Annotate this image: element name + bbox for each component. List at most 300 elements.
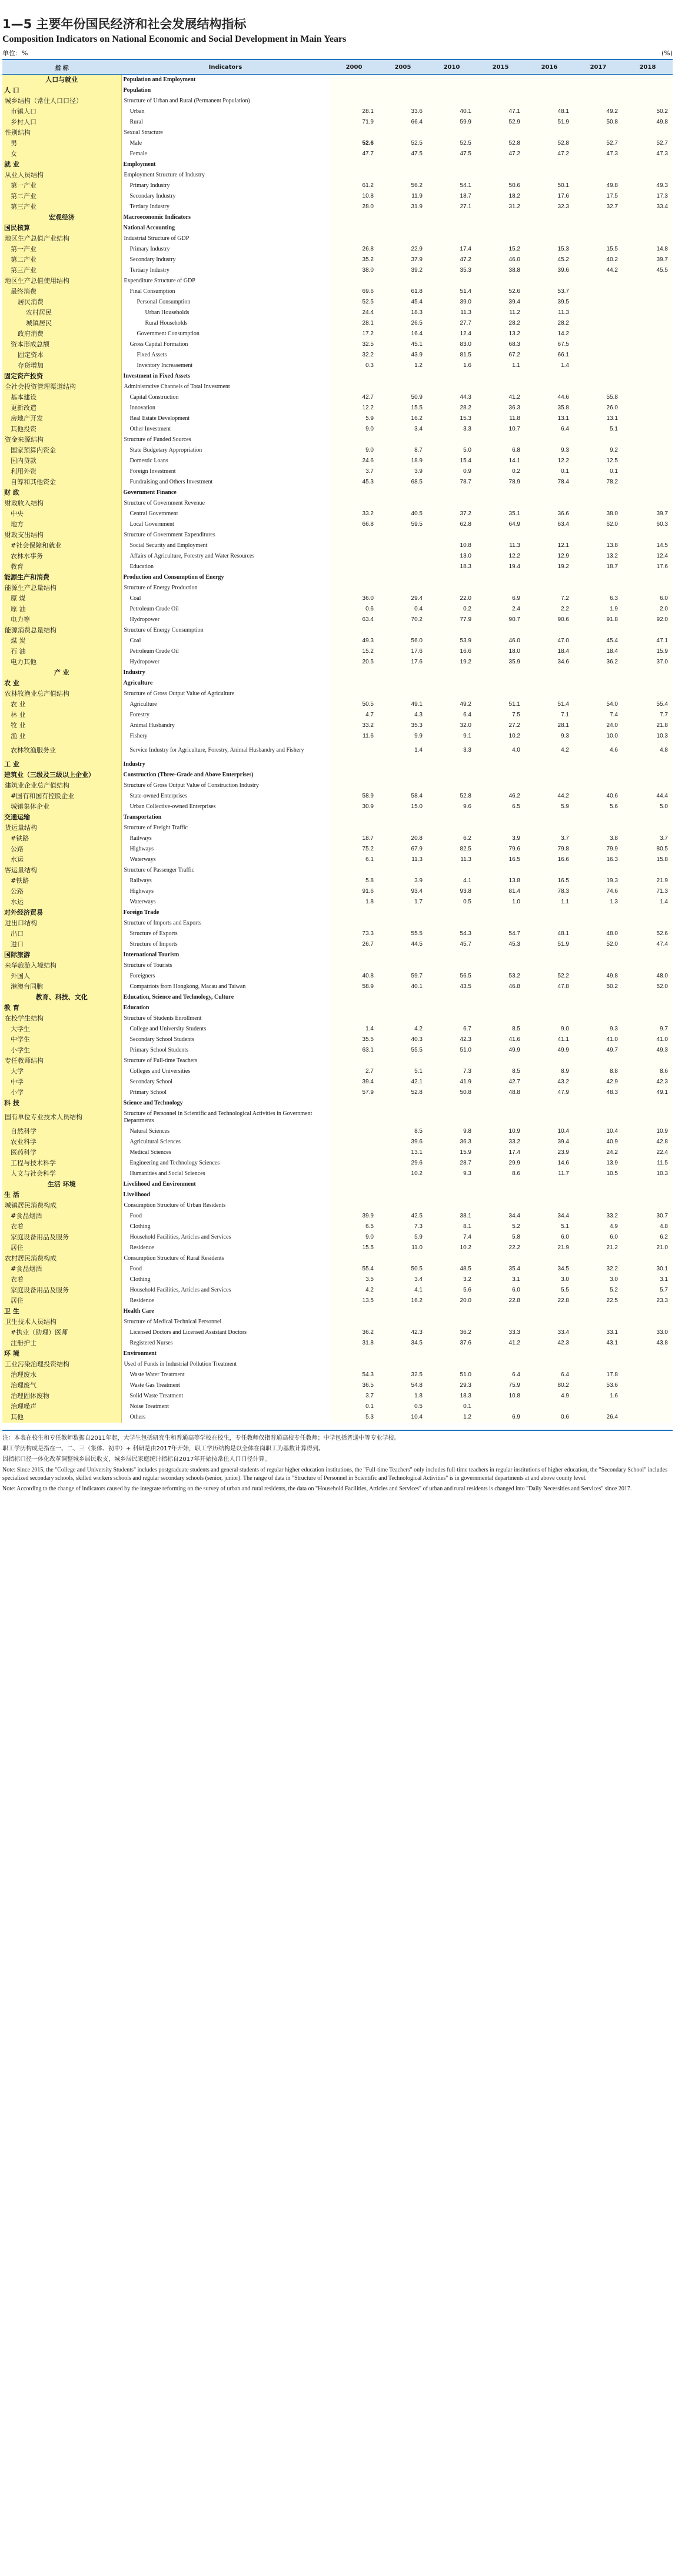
value-cell: 32.5 [378, 1370, 427, 1380]
value-cell [378, 678, 427, 689]
value-cell [525, 371, 574, 382]
value-cell: 12.9 [525, 551, 574, 562]
indicator-en: Coal [121, 636, 330, 646]
value-cell: 55.4 [330, 1264, 378, 1274]
value-cell: 21.9 [623, 876, 673, 886]
value-cell: 19.2 [427, 657, 476, 668]
table-row [2, 1264, 673, 1274]
value-cell: 49.8 [574, 181, 623, 191]
table-header-row [2, 59, 673, 75]
value-cell: 1.6 [574, 1391, 623, 1402]
value-cell: 93.4 [378, 886, 427, 897]
value-cell: 70.2 [378, 615, 427, 625]
value-cell [623, 488, 673, 498]
value-cell: 4.8 [623, 1222, 673, 1232]
value-cell [623, 689, 673, 699]
indicator-zh: 第三产业 [2, 265, 121, 276]
indicator-zh: 进口 [2, 939, 121, 950]
value-cell: 53.7 [525, 286, 574, 297]
value-cell: 7.2 [525, 593, 574, 604]
value-cell: 45.3 [330, 477, 378, 488]
table-row [2, 897, 673, 907]
value-cell [623, 1179, 673, 1190]
value-cell: 38.8 [476, 265, 525, 276]
indicator-en: Affairs of Agriculture, Forestry and Water Resources [121, 551, 330, 562]
header-indicator-zh: 指 标 [2, 59, 121, 75]
table-row [2, 646, 673, 657]
table-row [2, 593, 673, 604]
value-cell: 49.8 [574, 971, 623, 982]
value-cell: 15.0 [378, 802, 427, 812]
value-cell [427, 1003, 476, 1013]
indicator-zh: 教 育 [2, 1003, 121, 1013]
indicator-zh: 宏观经济 [2, 212, 121, 223]
value-cell: 61.2 [330, 181, 378, 191]
footnote: 注：本表在校生和专任教师数据自2011年起，大学生包括研究生和普通高等学校在校生，专任教师仅指普通高校专任教师；中学包括普通中等专业学校。 [2, 1434, 400, 1442]
value-cell: 23.3 [623, 1296, 673, 1306]
indicator-en: Primary School [121, 1087, 330, 1098]
value-cell: 36.2 [330, 1327, 378, 1338]
value-cell [476, 812, 525, 823]
value-cell: 3.4 [378, 424, 427, 435]
value-cell [427, 770, 476, 780]
value-cell: 1.8 [330, 897, 378, 907]
value-cell: 81.4 [476, 886, 525, 897]
value-cell: 11.9 [378, 191, 427, 202]
value-cell [476, 992, 525, 1003]
indicator-zh: 注册护士 [2, 1338, 121, 1349]
value-cell: 12.4 [427, 329, 476, 339]
value-cell: 47.8 [525, 982, 574, 992]
value-cell [330, 668, 378, 678]
value-cell [330, 170, 378, 181]
value-cell: 35.3 [378, 720, 427, 731]
value-cell [623, 339, 673, 350]
indicator-zh: 港澳台同胞 [2, 982, 121, 992]
table-row [2, 1243, 673, 1253]
value-cell: 32.5 [330, 339, 378, 350]
value-cell [378, 759, 427, 770]
value-cell: 24.6 [330, 456, 378, 466]
indicator-zh: 水运 [2, 855, 121, 865]
value-cell: 27.1 [427, 202, 476, 212]
value-cell: 62.8 [427, 519, 476, 530]
value-cell: 37.6 [427, 1338, 476, 1349]
indicator-en: Household Facilities, Articles and Services [121, 1285, 330, 1296]
indicator-en: Service Industry for Agriculture, Forestry, Animal Husbandry and Fishery [121, 742, 330, 759]
value-cell: 52.7 [623, 138, 673, 149]
value-cell: 54.8 [378, 1380, 427, 1391]
value-cell: 67.9 [378, 844, 427, 855]
value-cell: 0.1 [330, 1402, 378, 1412]
unit-label-zh: 单位：% [2, 49, 28, 57]
value-cell: 9.3 [427, 1169, 476, 1179]
value-cell: 0.2 [427, 604, 476, 615]
value-cell: 39.2 [378, 265, 427, 276]
value-cell: 12.2 [525, 456, 574, 466]
value-cell [378, 583, 427, 593]
value-cell: 20.8 [378, 833, 427, 844]
value-cell: 14.2 [525, 329, 574, 339]
table-row [2, 1380, 673, 1391]
subsection-header-row [2, 1306, 673, 1317]
indicator-en: Tertiary Industry [121, 202, 330, 212]
indicator-en: Structure of Energy Consumption [121, 625, 330, 636]
value-cell: 15.2 [330, 646, 378, 657]
value-cell [525, 488, 574, 498]
value-cell [330, 1147, 378, 1158]
indicator-zh: 农林水事务 [2, 551, 121, 562]
value-cell: 10.8 [476, 1391, 525, 1402]
table-row [2, 1200, 673, 1211]
value-cell [623, 918, 673, 929]
value-cell: 22.8 [525, 1296, 574, 1306]
value-cell [378, 540, 427, 551]
value-cell: 5.9 [330, 413, 378, 424]
indicator-en: Education [121, 1003, 330, 1013]
value-cell: 45.7 [427, 939, 476, 950]
indicator-en: Registered Nurses [121, 1338, 330, 1349]
value-cell [427, 1013, 476, 1024]
indicator-zh: 公路 [2, 886, 121, 897]
value-cell: 17.2 [330, 329, 378, 339]
value-cell: 26.0 [574, 403, 623, 413]
value-cell: 15.5 [574, 244, 623, 255]
value-cell: 49.9 [525, 1045, 574, 1056]
section-header-row [2, 75, 673, 85]
value-cell: 47.2 [476, 149, 525, 159]
value-cell [476, 1200, 525, 1211]
value-cell: 56.2 [378, 181, 427, 191]
value-cell: 3.9 [476, 833, 525, 844]
value-cell: 47.4 [623, 939, 673, 950]
value-cell: 13.2 [476, 329, 525, 339]
value-cell [378, 1056, 427, 1066]
value-cell: 5.1 [378, 1066, 427, 1077]
value-cell [330, 1137, 378, 1147]
value-cell [623, 286, 673, 297]
indicator-zh: 就 业 [2, 159, 121, 170]
indicator-en: Colleges and Universities [121, 1066, 330, 1077]
value-cell [330, 572, 378, 583]
indicator-en: Urban Households [121, 308, 330, 318]
value-cell: 40.5 [378, 509, 427, 519]
value-cell [525, 1013, 574, 1024]
value-cell [623, 1391, 673, 1402]
value-cell [378, 233, 427, 244]
value-cell [378, 1013, 427, 1024]
value-cell [476, 128, 525, 138]
value-cell: 16.6 [427, 646, 476, 657]
value-cell: 12.2 [330, 403, 378, 413]
value-cell [330, 812, 378, 823]
value-cell: 0.1 [427, 1402, 476, 1412]
value-cell: 0.4 [378, 604, 427, 615]
indicator-zh: 家庭设备用品及服务 [2, 1285, 121, 1296]
value-cell [427, 918, 476, 929]
value-cell: 13.8 [476, 876, 525, 886]
value-cell: 78.7 [427, 477, 476, 488]
value-cell: 52.9 [476, 117, 525, 128]
indicator-zh: 在校学生结构 [2, 1013, 121, 1024]
indicator-en: Education [121, 562, 330, 572]
value-cell [574, 759, 623, 770]
value-cell: 47.5 [378, 149, 427, 159]
indicator-zh: 资金来源结构 [2, 435, 121, 445]
value-cell [574, 488, 623, 498]
table-row [2, 329, 673, 339]
indicator-en: Construction (Three-Grade and Above Enterprises) [121, 770, 330, 780]
value-cell: 0.6 [525, 1412, 574, 1423]
indicator-zh: 自筹和其他资金 [2, 477, 121, 488]
value-cell [427, 907, 476, 918]
subsection-header-row [2, 488, 673, 498]
value-cell: 11.5 [623, 1158, 673, 1169]
value-cell: 4.2 [330, 1285, 378, 1296]
value-cell [427, 1359, 476, 1370]
indicator-zh: 农 业 [2, 678, 121, 689]
value-cell [525, 1200, 574, 1211]
value-cell [574, 1109, 623, 1126]
value-cell: 28.2 [476, 318, 525, 329]
indicator-en: Final Consumption [121, 286, 330, 297]
value-cell [574, 329, 623, 339]
indicator-zh: 环 境 [2, 1349, 121, 1359]
value-cell: 20.0 [427, 1296, 476, 1306]
value-cell: 34.5 [525, 1264, 574, 1274]
value-cell: 33.4 [525, 1327, 574, 1338]
indicator-zh: 农 业 [2, 699, 121, 710]
value-cell [525, 1056, 574, 1066]
value-cell: 46.0 [476, 255, 525, 265]
value-cell: 24.2 [574, 1147, 623, 1158]
value-cell: 55.4 [623, 699, 673, 710]
subsection-header-row [2, 159, 673, 170]
value-cell: 49.3 [623, 181, 673, 191]
table-row [2, 886, 673, 897]
value-cell: 7.5 [476, 710, 525, 720]
value-cell: 52.5 [330, 297, 378, 308]
value-cell: 33.2 [574, 1211, 623, 1222]
value-cell: 24.4 [330, 308, 378, 318]
value-cell [330, 488, 378, 498]
value-cell: 5.1 [574, 424, 623, 435]
value-cell: 16.5 [525, 876, 574, 886]
value-cell: 40.9 [574, 1137, 623, 1147]
table-row [2, 1296, 673, 1306]
table-row [2, 1274, 673, 1285]
value-cell: 43.1 [574, 1338, 623, 1349]
value-cell: 14.8 [623, 244, 673, 255]
value-cell [476, 780, 525, 791]
value-cell [476, 1013, 525, 1024]
value-cell [623, 276, 673, 286]
indicator-en: Engineering and Technology Sciences [121, 1158, 330, 1169]
value-cell: 50.5 [330, 699, 378, 710]
section-header-row [2, 1179, 673, 1190]
value-cell [574, 1056, 623, 1066]
value-cell: 50.9 [378, 392, 427, 403]
value-cell: 11.8 [476, 413, 525, 424]
value-cell [623, 865, 673, 876]
table-row [2, 181, 673, 191]
value-cell: 1.7 [378, 897, 427, 907]
value-cell: 10.7 [476, 424, 525, 435]
value-cell [623, 1402, 673, 1412]
value-cell [476, 1109, 525, 1126]
value-cell [330, 1056, 378, 1066]
value-cell: 18.3 [378, 308, 427, 318]
value-cell [476, 572, 525, 583]
value-cell: 6.8 [476, 445, 525, 456]
value-cell [427, 1317, 476, 1327]
value-cell [476, 498, 525, 509]
indicator-zh: 教育、科技、文化 [2, 992, 121, 1003]
table-row [2, 1137, 673, 1147]
subsection-header-row [2, 907, 673, 918]
value-cell: 9.6 [427, 802, 476, 812]
value-cell: 58.9 [330, 982, 378, 992]
indicator-en: Secondary School [121, 1077, 330, 1087]
table-row [2, 604, 673, 615]
indicator-en: Agriculture [121, 678, 330, 689]
value-cell: 45.5 [623, 265, 673, 276]
value-cell: 17.5 [574, 191, 623, 202]
value-cell [427, 212, 476, 223]
value-cell [525, 759, 574, 770]
value-cell [525, 1003, 574, 1013]
value-cell: 31.8 [330, 1338, 378, 1349]
value-cell: 26.7 [330, 939, 378, 950]
value-cell: 16.5 [476, 855, 525, 865]
table-row [2, 583, 673, 593]
value-cell [525, 907, 574, 918]
value-cell: 0.5 [427, 897, 476, 907]
value-cell [378, 276, 427, 286]
value-cell [525, 170, 574, 181]
value-cell [378, 1317, 427, 1327]
value-cell: 18.4 [525, 646, 574, 657]
indicator-en: Transportation [121, 812, 330, 823]
value-cell [525, 770, 574, 780]
value-cell: 18.2 [476, 191, 525, 202]
value-cell: 3.3 [427, 424, 476, 435]
indicator-en: Waterways [121, 855, 330, 865]
value-cell: 49.8 [623, 117, 673, 128]
value-cell [330, 583, 378, 593]
indicator-zh: 治理噪声 [2, 1402, 121, 1412]
value-cell [623, 1109, 673, 1126]
indicator-en: Real Estate Development [121, 413, 330, 424]
value-cell: 21.8 [623, 720, 673, 731]
indicator-zh: 国内贷款 [2, 456, 121, 466]
value-cell [623, 308, 673, 318]
table-row [2, 466, 673, 477]
value-cell: 49.7 [574, 1045, 623, 1056]
value-cell: 16.2 [378, 1296, 427, 1306]
indicator-en: Environment [121, 1349, 330, 1359]
value-cell [378, 780, 427, 791]
value-cell: 52.6 [623, 929, 673, 939]
value-cell [330, 1200, 378, 1211]
indicator-en: Humanities and Social Sciences [121, 1169, 330, 1179]
indicator-en: Education, Science and Technology, Culture [121, 992, 330, 1003]
value-cell: 3.9 [378, 466, 427, 477]
value-cell: 47.3 [574, 149, 623, 159]
indicator-en: Petroleum Crude Oil [121, 646, 330, 657]
value-cell: 10.9 [476, 1126, 525, 1137]
value-cell: 7.4 [574, 710, 623, 720]
value-cell: 8.1 [427, 1222, 476, 1232]
indicator-en: Population [121, 85, 330, 96]
value-cell: 10.3 [623, 1169, 673, 1179]
indicator-zh: 外国人 [2, 971, 121, 982]
value-cell: 44.5 [378, 939, 427, 950]
value-cell: 6.9 [476, 1412, 525, 1423]
value-cell: 11.3 [427, 308, 476, 318]
subsection-header-row [2, 1003, 673, 1013]
indicator-en: Local Government [121, 519, 330, 530]
value-cell [623, 1349, 673, 1359]
table-row [2, 971, 673, 982]
indicator-en: Macroeconomic Indicators [121, 212, 330, 223]
value-cell: 17.6 [378, 646, 427, 657]
value-cell [574, 318, 623, 329]
value-cell [623, 456, 673, 466]
value-cell [378, 170, 427, 181]
value-cell [525, 1359, 574, 1370]
indicator-zh: 治理废水 [2, 1370, 121, 1380]
value-cell: 71.9 [330, 117, 378, 128]
value-cell: 15.5 [330, 1243, 378, 1253]
value-cell: 51.9 [525, 117, 574, 128]
unit-row [2, 49, 673, 58]
value-cell: 42.3 [378, 1327, 427, 1338]
value-cell: 15.3 [525, 244, 574, 255]
footnotes [2, 1430, 673, 1493]
value-cell: 90.6 [525, 615, 574, 625]
value-cell: 66.4 [378, 117, 427, 128]
value-cell: 42.7 [330, 392, 378, 403]
value-cell: 18.3 [427, 1391, 476, 1402]
value-cell: 29.6 [378, 1158, 427, 1169]
indicator-zh: #国有和国有控股企业 [2, 791, 121, 802]
value-cell [574, 361, 623, 371]
indicator-en: Foreign Investment [121, 466, 330, 477]
indicator-en: Structure of Gross Output Value of Construction Industry [121, 780, 330, 791]
value-cell: 0.1 [574, 466, 623, 477]
value-cell: 2.2 [525, 604, 574, 615]
indicator-zh: 能源生产总量结构 [2, 583, 121, 593]
footnote: Note: According to the change of indicators caused by the integrate reforming on the survey of urban and rural residents, the data on "Household Facilities, Articles and Services" of urban and rural residents is changed into "Daily Necessities and Services" since 2017. [2, 1485, 632, 1492]
value-cell [427, 1179, 476, 1190]
value-cell: 8.5 [378, 1126, 427, 1137]
value-cell [574, 1098, 623, 1109]
value-cell [378, 960, 427, 971]
value-cell: 6.0 [574, 1232, 623, 1243]
indicator-en: Others [121, 1412, 330, 1423]
value-cell [378, 812, 427, 823]
indicator-en: Structure of Funded Sources [121, 435, 330, 445]
value-cell: 6.2 [623, 1232, 673, 1243]
value-cell [525, 1306, 574, 1317]
value-cell: 6.0 [623, 593, 673, 604]
indicator-en: Structure of Imports and Exports [121, 918, 330, 929]
value-cell: 5.3 [330, 1412, 378, 1423]
indicator-zh: 第二产业 [2, 191, 121, 202]
indicator-zh: 从业人员结构 [2, 170, 121, 181]
value-cell: 5.2 [476, 1222, 525, 1232]
